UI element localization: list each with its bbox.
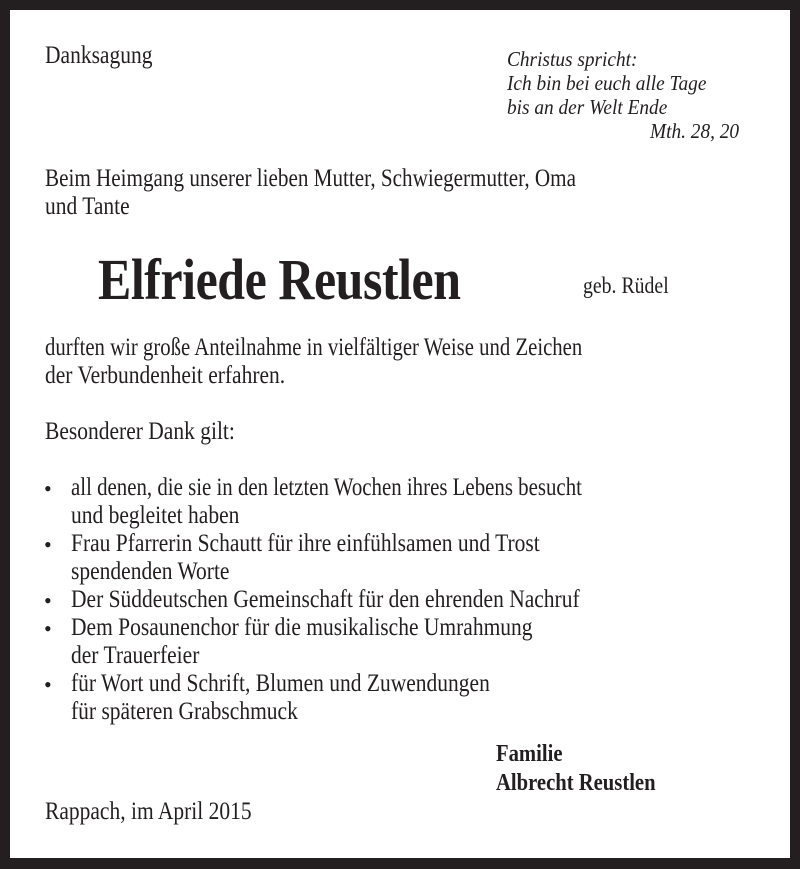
place-date: Rappach, im April 2015	[45, 798, 252, 825]
thanks-item-line: für späteren Grabschmuck	[71, 698, 298, 725]
signature-line: Albrecht Reustlen	[496, 770, 656, 796]
quote-line: Christus spricht:	[507, 47, 638, 71]
deceased-name: Elfriede Reustlen	[98, 247, 461, 312]
maiden-name: geb. Rüdel	[583, 273, 669, 298]
quote-line: Ich bin bei euch alle Tage	[507, 71, 707, 95]
thanks-item-line: Frau Pfarrerin Schautt für ihre einfühlsamen und Trost	[71, 530, 540, 557]
intro-line: Beim Heimgang unserer lieben Mutter, Schwiegermutter, Oma	[45, 165, 576, 192]
obituary-notice	[10, 10, 790, 858]
notice-title: Danksagung	[45, 42, 153, 69]
quote-reference: Mth. 28, 20	[650, 119, 740, 143]
message-line: der Verbundenheit erfahren.	[45, 362, 286, 389]
thanks-item-line: und begleitet haben	[71, 502, 240, 529]
bullet-icon: •	[44, 476, 52, 501]
thanks-heading: Besonderer Dank gilt:	[45, 418, 235, 445]
thanks-item-line: für Wort und Schrift, Blumen und Zuwendungen	[71, 670, 490, 697]
bullet-icon: •	[44, 532, 52, 557]
signature-line: Familie	[496, 741, 563, 767]
message-line: durften wir große Anteilnahme in vielfältiger Weise und Zeichen	[45, 334, 583, 361]
thanks-item-line: all denen, die sie in den letzten Wochen ihres Lebens besucht	[71, 474, 582, 501]
thanks-item-line: Der Süddeutschen Gemeinschaft für den ehrenden Nachruf	[71, 586, 580, 613]
thanks-item-line: der Trauerfeier	[71, 642, 200, 669]
quote-line: bis an der Welt Ende	[507, 95, 668, 119]
bullet-icon: •	[44, 672, 52, 697]
thanks-item-line: Dem Posaunenchor für die musikalische Umrahmung	[71, 614, 533, 641]
bullet-icon: •	[44, 588, 52, 613]
intro-line: und Tante	[45, 193, 130, 220]
bullet-icon: •	[44, 616, 52, 641]
thanks-item-line: spendenden Worte	[71, 558, 230, 585]
